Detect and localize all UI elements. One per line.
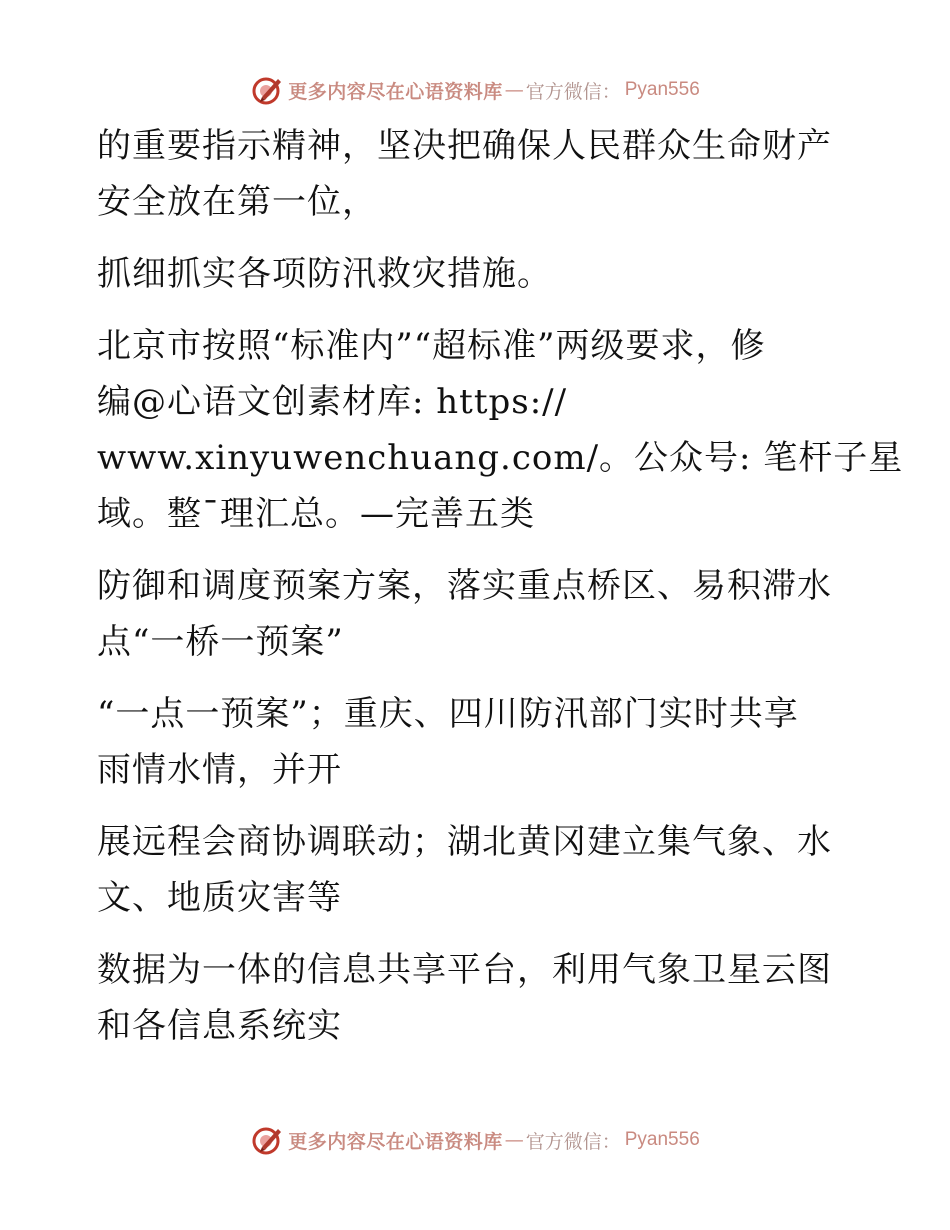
text-line: 文、地质灾害等 bbox=[97, 878, 342, 918]
paragraph-gap bbox=[97, 542, 837, 558]
text-line: 安全放在第一位， bbox=[97, 182, 377, 222]
paragraph-gap bbox=[97, 670, 837, 686]
paragraph-gap bbox=[97, 798, 837, 814]
text-line: “一点一预案”；重庆、四川防汛部门实时共享 bbox=[97, 694, 799, 734]
text-line: 展远程会商协调联动；湖北黄冈建立集气象、水 bbox=[97, 822, 832, 862]
paragraph bbox=[97, 118, 837, 230]
text-line: 雨情水情，并开 bbox=[97, 750, 342, 790]
paragraph-gap bbox=[97, 230, 837, 246]
paragraph bbox=[97, 686, 837, 798]
paragraph bbox=[97, 318, 904, 542]
text-line: 编@心语文创素材库: https:// bbox=[97, 382, 568, 422]
footer-wechat-id: Pyan556 bbox=[624, 1129, 700, 1150]
footer-site-text: 更多内容尽在心语资料库 bbox=[288, 1130, 503, 1153]
header-wechat-id: Pyan556 bbox=[624, 79, 700, 100]
header-site-text: 更多内容尽在心语资料库 bbox=[288, 80, 503, 103]
pen-logo-icon bbox=[250, 73, 284, 107]
header-banner bbox=[0, 70, 950, 110]
text-line: 北京市按照“标准内”“超标准”两级要求，修 bbox=[97, 326, 766, 366]
footer-banner bbox=[0, 1120, 950, 1160]
text-line: 点“一桥一预案” bbox=[97, 622, 344, 662]
paragraph bbox=[97, 942, 837, 1054]
pen-logo-icon bbox=[250, 1123, 284, 1157]
text-line: 的重要指示精神，坚决把确保人民群众生命财产 bbox=[97, 126, 832, 166]
paragraph-gap bbox=[97, 926, 837, 942]
text-line: 数据为一体的信息共享平台，利用气象卫星云图 bbox=[97, 950, 832, 990]
text-line: 抓细抓实各项防汛救灾措施。 bbox=[97, 254, 552, 294]
text-line: 和各信息系统实 bbox=[97, 1006, 342, 1046]
paragraph-gap bbox=[97, 302, 837, 318]
document-body bbox=[97, 118, 904, 1054]
footer-wechat-label: 官方微信： bbox=[525, 1130, 621, 1153]
paragraph bbox=[97, 246, 837, 302]
text-line: www.xinyuwenchuang.com/。公众号: 笔杆子星 bbox=[97, 438, 904, 478]
paragraph bbox=[97, 814, 837, 926]
header-separator: — bbox=[504, 79, 524, 101]
paragraph bbox=[97, 558, 837, 670]
footer-separator: — bbox=[504, 1129, 524, 1151]
text-line: 防御和调度预案方案，落实重点桥区、易积滞水 bbox=[97, 566, 832, 606]
header-wechat-label: 官方微信： bbox=[525, 80, 621, 103]
text-line: 域。整¯理汇总。—完善五类 bbox=[97, 494, 535, 534]
